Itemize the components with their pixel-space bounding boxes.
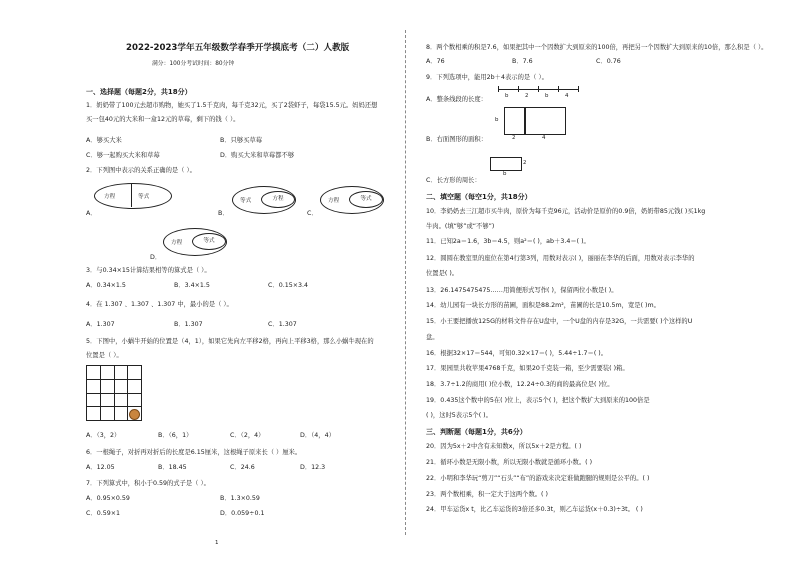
q8-option-b[interactable]: B．7.6	[512, 58, 533, 65]
q22: 22．小明和李华玩“剪刀”“石头”“布”的游戏来决定谁做跑腿的规则是公平的。( )	[426, 475, 650, 482]
section-choice-heading: 一、选择题（每题2分，共18分）	[86, 88, 192, 96]
q18: 18．3.7÷1.2的商用( )位小数，12.24÷0.3的商的最高位是( )位。	[426, 381, 614, 388]
q2-stem: 2．下列图中表示的关系正确的是（ ）。	[86, 167, 196, 174]
q8-option-c[interactable]: C．0.76	[596, 58, 621, 65]
segment-label-2: 2	[525, 93, 529, 99]
q5-option-d[interactable]: D．（4，4）	[300, 432, 335, 439]
q16: 16．根据32×17＝544，可知0.32×17＝( )，5.44÷1.7＝( )。	[426, 350, 608, 357]
q10-line1: 10．李奶奶去三江超市买牛肉，原价为每千克96元，活动价是原价的0.9倍，奶奶带85元钱( )买1kg	[426, 208, 706, 215]
segment-label-b1: b	[505, 93, 509, 99]
area-label-2: 2	[512, 135, 516, 141]
q19-line1: 19．0.435这个数中的5在( )位上，表示5个( )，把这个数扩大到原来的100倍是	[426, 397, 650, 404]
q9-stem: 9．下列选项中，能用2b＋4表示的是（ ）。	[426, 74, 548, 81]
q21: 21．循环小数是无限小数，所以无限小数就是循环小数。( )	[426, 459, 593, 466]
q20: 20．因为5x＋2中含有未知数x，所以5x＋2是方程。( )	[426, 443, 582, 450]
q14: 14．幼儿园有一块长方形的苗圃，面积是88.2m²，苗圃的长是10.5m，宽是( )m。	[426, 302, 660, 309]
q13: 13．26.1475475475……用简便形式写作( )，保留两位小数是( )。	[426, 287, 618, 294]
area-label-b: b	[495, 117, 499, 123]
q23: 23．两个数相乘，积一定大于这两个数。( )	[426, 491, 548, 498]
q1-option-d[interactable]: D．购买大米和草莓都不够	[220, 152, 295, 159]
q5-stem-line1: 5．下图中，小蜗牛开始的位置是（4，1），如果它先向左平移2格，再向上平移3格，那么小蜗牛现在的	[86, 338, 374, 345]
q7-option-d[interactable]: D．0.059÷0.1	[220, 510, 265, 517]
perimeter-label-b: b	[503, 171, 507, 177]
venn-a-right-label: 等式	[138, 194, 150, 200]
segment-label-b2: b	[545, 93, 549, 99]
q24: 24．甲车运货x t，比乙车运货的3倍还多0.3t，则乙车运货(x＋0.3)÷3t。 ( )	[426, 506, 643, 513]
q9-option-b[interactable]: B．右面图形的面积：	[426, 136, 487, 143]
q6-stem: 6．一根绳子，对折再对折后的长度是6.15厘米，这根绳子原来长（ ）厘米。	[86, 449, 302, 456]
area-label-4: 4	[542, 135, 546, 141]
segment-label-4: 4	[565, 93, 569, 99]
q3-option-c[interactable]: C．0.15×3.4	[268, 282, 309, 289]
area-rect-left	[504, 107, 526, 135]
venn-c-inner: 等式	[349, 191, 383, 208]
q10-line2: 牛肉。(填“够”或“不够”)	[426, 223, 495, 230]
venn-b-outer-label: 等式	[240, 198, 252, 204]
q17: 17．果园里共收苹果4768千克，如果20千克装一箱，至少需要装( )箱。	[426, 365, 629, 372]
q6-option-b[interactable]: B．18.45	[158, 464, 187, 471]
q6-option-a[interactable]: A．12.05	[86, 464, 115, 471]
venn-d-inner: 等式	[192, 233, 226, 250]
snail-icon	[129, 409, 140, 420]
q7-option-a[interactable]: A．0.95×0.59	[86, 495, 130, 502]
q1-option-c[interactable]: C．够一起购买大米和草莓	[86, 152, 160, 159]
q4-option-b[interactable]: B．1.307	[174, 321, 203, 328]
q4-option-a[interactable]: A．1.307	[86, 321, 115, 328]
q15-line2: 盘。	[426, 334, 439, 341]
q2-option-c[interactable]: C．	[307, 210, 318, 217]
q1-stem-line2: 买一包40元的大米和一盒12元的草莓，剩下的钱（ ）。	[86, 116, 240, 123]
q1-option-a[interactable]: A．够买大米	[86, 137, 122, 144]
q4-prefix: 4．在	[86, 301, 103, 308]
venn-b-inner: 方程	[261, 191, 295, 208]
q19-line2: ( )，这时5表示5个( )。	[426, 412, 492, 419]
q6-option-d[interactable]: D．12.3	[300, 464, 326, 471]
exam-title: 2022-2023学年五年级数学春季开学摸底考（二）人教版	[126, 43, 350, 53]
venn-a-divider	[131, 184, 132, 207]
q12-line1: 12．圆圆在教室里的座位在第4行第3列，用数对表示( )，丽丽在李华的后面，用数对表示李华的	[426, 255, 695, 262]
venn-a-left-label: 方程	[104, 194, 116, 200]
q15-line1: 15．小王要把播放125G的材料文件存在U盘中，一个U盘的内存是32G，一共需要( )个这样的U	[426, 318, 693, 325]
q12-line2: 位置是( )。	[426, 270, 459, 277]
section-judge-heading: 三、判断题（每题1分，共6分）	[426, 428, 527, 436]
q7-stem: 7．下列算式中，积小于0.59的式子是（ ）。	[86, 480, 210, 487]
area-rect-right	[524, 107, 566, 135]
q4-suffix: 中，最小的是（ ）。	[177, 301, 233, 308]
q3-option-a[interactable]: A．0.34×1.5	[86, 282, 126, 289]
q4-option-c[interactable]: C．1.307	[268, 321, 297, 328]
q11: 11．已知2a＝1.6，3b＝4.5，则a²＝( )，ab＋3.4＝( )。	[426, 238, 590, 245]
q5-stem-line2: 位置是（ ）。	[86, 352, 123, 359]
section-fill-heading: 二、填空题（每空1分，共18分）	[426, 193, 532, 201]
q3-option-b[interactable]: B．3.4×1.5	[174, 282, 210, 289]
perimeter-label-2: 2	[523, 160, 527, 166]
q1-option-b[interactable]: B．只够买草莓	[220, 137, 263, 144]
q6-option-c[interactable]: C．24.6	[230, 464, 255, 471]
q4-stem	[86, 301, 233, 309]
venn-d-outer-label: 方程	[171, 240, 183, 246]
q8-stem: 8．两个数相乘的积是7.6，如果把其中一个因数扩大到原来的100倍，再把另一个因数扩大到原来的10倍，那么积是（ ）。	[426, 44, 768, 51]
venn-c-outer-label: 方程	[328, 198, 340, 204]
q3-stem: 3．与0.34×15计算结果相等的算式是（ ）。	[86, 267, 211, 274]
q9-option-a[interactable]: A．整条线段的长度：	[426, 96, 487, 103]
page-number: 1	[215, 540, 219, 546]
q2-option-a[interactable]: A．	[86, 210, 97, 217]
q5-option-c[interactable]: C．（2，4）	[230, 432, 265, 439]
q5-option-b[interactable]: B．（6，1）	[158, 432, 193, 439]
q7-option-b[interactable]: B．1.3×0.59	[220, 495, 260, 502]
q4-numbers: 1.307 、1.307 、1.307	[104, 301, 176, 308]
q8-option-a[interactable]: A．76	[426, 58, 445, 65]
perimeter-rect	[490, 157, 522, 171]
right-column	[406, 0, 794, 562]
q2-option-d[interactable]: D．	[150, 254, 162, 261]
q7-option-c[interactable]: C．0.59×1	[86, 510, 120, 517]
q1-stem-line1: 1．奶奶带了100元去超市购物，她买了1.5千克肉，每千克32元，买了2袋虾子，每袋15.5元。妈妈还想	[86, 102, 378, 109]
q9-option-c[interactable]: C．长方形的周长：	[426, 177, 481, 184]
q5-option-a[interactable]: A．（3，2）	[86, 432, 121, 439]
exam-subtitle: 满分：100分考试时间：80分钟	[152, 61, 235, 67]
q2-option-b[interactable]: B．	[218, 210, 229, 217]
